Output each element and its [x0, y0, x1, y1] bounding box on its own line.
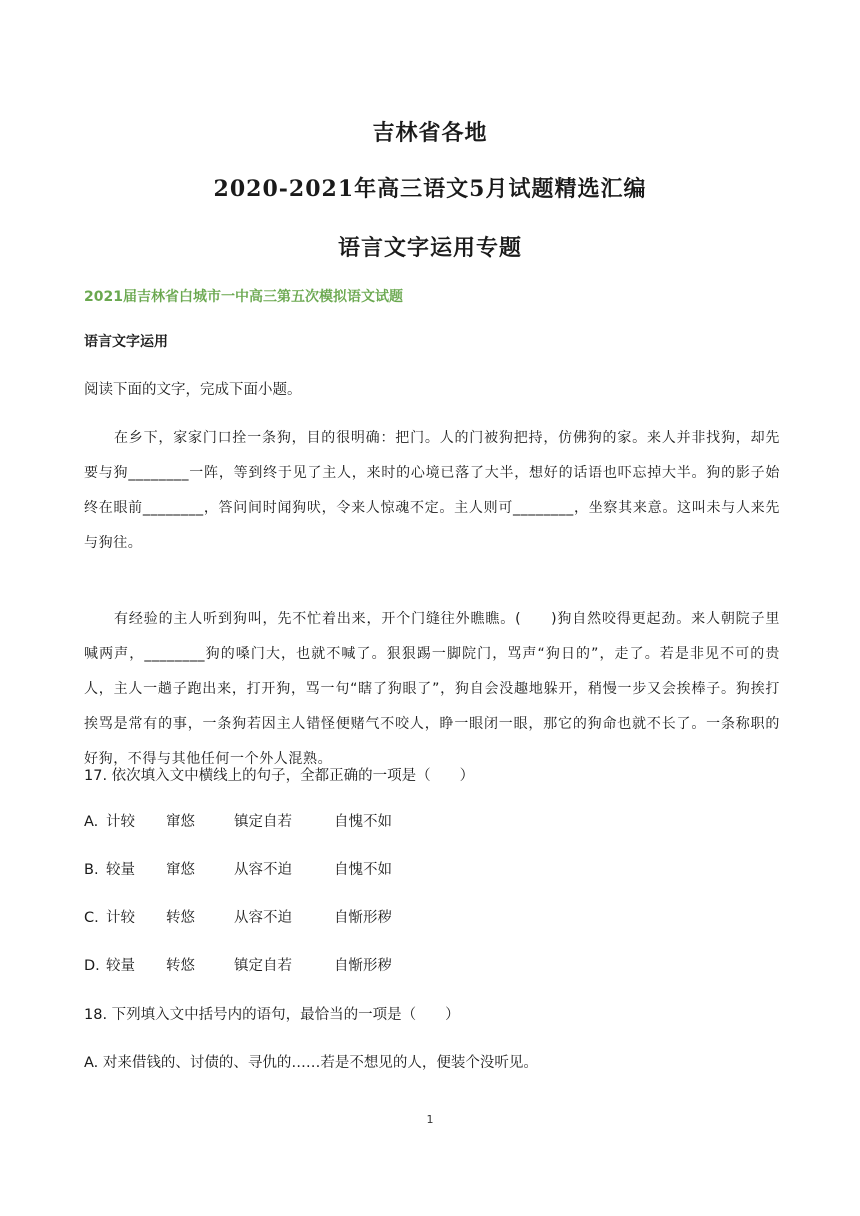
title-region: 吉林省各地: [372, 120, 488, 146]
option-word: 计较: [106, 814, 135, 830]
option-word: 转悠: [166, 958, 195, 974]
option-word: 窜悠: [166, 862, 195, 878]
question-17-option-c[interactable]: [84, 906, 392, 927]
question-18-stem: 18. 下列填入文中括号内的语句，最恰当的一项是（ ）: [84, 1007, 460, 1023]
instruction-text: 阅读下面的文字，完成下面小题。: [84, 382, 302, 398]
option-word: 镇定自若: [234, 814, 292, 830]
question-17-stem: 17. 依次填入文中横线上的句子，全都正确的一项是（ ）: [84, 768, 475, 784]
passage-paragraph-2: 有经验的主人听到狗叫，先不忙着出来，开个门缝往外瞧瞧。( )狗自然咬得更起劲。来人朝院子里喊两声，________狗的嗓门大，也就不喊了。狠狠踢一脚院门，骂声“狗日的”，走了。若是非见不可的贵人，主人一趟子跑出来，打开狗，骂一句“瞎了狗眼了”，狗自会没趣地躲开，稍慢一步又会挨棒子。狗挨打挨骂是常有的事，一条狗若因主人错怪便赌气不咬人，睁一眼闭一眼，那它的狗命也就不长了。一条称职的好狗，不得与其他任何一个外人混熟。: [84, 611, 780, 767]
option-word: 计较: [106, 910, 135, 926]
option-letter: C.: [84, 910, 99, 926]
question-17-option-d[interactable]: [84, 954, 392, 975]
source-exam-heading: 2021届吉林省白城市一中高三第五次模拟语文试题: [84, 289, 403, 305]
question-17-option-a[interactable]: [84, 810, 392, 831]
title-main: 2020-2021年高三语文5月试题精选汇编: [213, 176, 647, 202]
question-17-option-b[interactable]: [84, 858, 392, 879]
option-word: 自愧不如: [334, 814, 392, 830]
option-word: 从容不迫: [234, 910, 292, 926]
option-word: 较量: [106, 958, 135, 974]
option-word: 自惭形秽: [334, 958, 392, 974]
option-letter: B.: [84, 862, 99, 878]
section-heading: 语言文字运用: [84, 334, 168, 350]
passage-paragraph-1: 在乡下，家家门口拴一条狗，目的很明确：把门。人的门被狗把持，仿佛狗的家。来人并非找狗，却先要与狗________一阵，等到终于见了主人，来时的心境已落了大半，想好的话语也吓忘掉大半。狗的影子始终在眼前________，答问间时闻狗吠，令来人惊魂不定。主人则可________，坐察其来意。这叫未与人来先与狗往。: [84, 430, 780, 551]
page-number: 1: [426, 1113, 434, 1126]
title-topic: 语言文字运用专题: [337, 235, 522, 261]
option-letter: A.: [84, 814, 99, 830]
option-word: 镇定自若: [234, 958, 292, 974]
option-word: 从容不迫: [234, 862, 292, 878]
option-word: 转悠: [166, 910, 195, 926]
option-word: 窜悠: [166, 814, 195, 830]
option-word: 自愧不如: [334, 862, 392, 878]
question-18-option-a[interactable]: A. 对来借钱的、讨债的、寻仇的……若是不想见的人，便装个没听见。: [84, 1055, 538, 1071]
option-letter: D.: [84, 958, 100, 974]
option-word: 自惭形秽: [334, 910, 392, 926]
option-word: 较量: [106, 862, 135, 878]
